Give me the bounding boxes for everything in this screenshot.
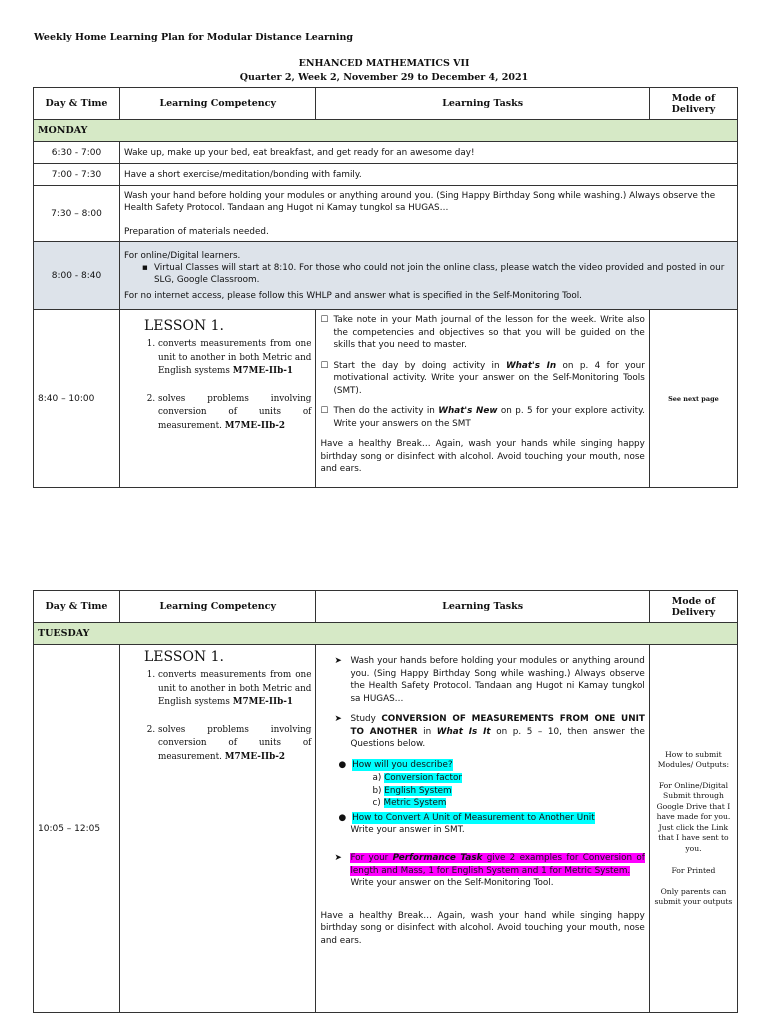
col-tasks: Learning Tasks xyxy=(316,591,649,623)
sub-item: a) Conversion factor xyxy=(372,773,462,783)
bullet-item xyxy=(142,262,733,286)
lesson-row xyxy=(34,310,738,488)
day-row-monday xyxy=(34,120,738,142)
checkbox-icon: ☐ xyxy=(320,406,329,416)
bullet-icon: ● xyxy=(338,812,347,823)
day-label: MONDAY xyxy=(34,120,738,142)
time-cell: 10:05 – 12:05 xyxy=(34,645,120,1013)
sub-item: c) Metric System xyxy=(372,798,447,808)
task-item: ➤ Wash your hands before holding your modules or anything around you. (Sing Happy Birthday Song while washing.) Always observe the Health Safety Protocol. Tandaan ang Hugot ni Kamay tungkol sa HUGAS… xyxy=(334,656,645,704)
arrow-bullet-icon: ➤ xyxy=(334,853,342,863)
time-cell: 7:30 – 8:00 xyxy=(34,186,120,242)
task-item: ☐ Then do the activity in What's New on p. 5 for your explore activity. Write your answers on the SMT xyxy=(320,406,645,429)
table-row xyxy=(34,186,738,242)
checkbox-icon: ☐ xyxy=(320,315,329,325)
competency-code: M7ME-IIb-1 xyxy=(232,697,293,707)
sub-item: b) English System xyxy=(372,785,452,796)
competency-item: 1. converts measurements from one unit to another in both Metric and English systems M7ME-IIb-1 xyxy=(158,669,311,710)
activity-cell: Wake up, make up your bed, eat breakfast, and get ready for an awesome day! xyxy=(120,142,738,164)
competency-item: 1. converts measurements from one unit to another in both Metric and English systems M7ME-IIb-1 xyxy=(158,338,311,379)
checkbox-icon: ☐ xyxy=(320,360,329,371)
monday-table xyxy=(33,87,738,488)
question-item: ● How to Convert A Unit of Measurement to Another Unit xyxy=(338,812,595,823)
task-item: ➤ For your Performance Task give 2 examples for Conversion of length and Mass, 1 for English System and 1 for Metric System. Write your answer on the Self-Monitoring Tool. xyxy=(334,853,645,888)
mode-cell: See next page xyxy=(649,310,737,488)
time-cell: 6:30 - 7:00 xyxy=(34,142,120,164)
task-item: ➤ Study CONVERSION OF MEASUREMENTS FROM ONE UNIT TO ANOTHER in What Is It on p. 5 – 10, then answer the Questions below. xyxy=(334,714,645,749)
activity-text: Wash your hand before holding your modules or anything around you. (Sing Happy Birthday Song while washing.) Always observe the Health Safety Protocol. Tandaan ang Hugot ni Kamay tungkol sa HUGAS… xyxy=(124,190,716,213)
task-item: ☐ Take note in your Math journal of the lesson for the week. Write also the competencies and objectives so that you will be guided on the skills that you need to master. xyxy=(320,315,645,350)
table-row xyxy=(34,242,738,310)
question-note: Write your answer in SMT. xyxy=(350,825,465,835)
col-tasks: Learning Tasks xyxy=(316,88,649,120)
col-day-time: Day & Time xyxy=(34,591,120,623)
activity-text: For online/Digital learners. xyxy=(124,250,241,261)
bullet-icon: ● xyxy=(338,759,347,770)
mode-text: For Online/Digital Submit through Google Drive that I have made for you. Just click the Link that I have sent to you. xyxy=(656,780,731,853)
arrow-bullet-icon: ➤ xyxy=(334,714,342,724)
header-row xyxy=(34,88,738,120)
col-mode: Mode of Delivery xyxy=(649,88,737,120)
task-item: ☐ Start the day by doing activity in What's In on p. 4 for your motivational activity. Write your answer on the Self-Monitoring Tools (SMT). xyxy=(320,360,645,396)
tasks-cell xyxy=(316,645,649,1013)
competency-cell xyxy=(120,645,316,1013)
time-cell: 7:00 - 7:30 xyxy=(34,164,120,186)
break-note: Have a healthy Break… Again, wash your hand while singing happy birthday song or disinfect with alcohol. Avoid touching your mouth, nose and ears. xyxy=(320,910,645,946)
competency-code: M7ME-IIb-1 xyxy=(232,366,293,376)
task-note: Write your answer on the Self-Monitoring Tool. xyxy=(350,878,554,888)
competency-item: 2. solves problems involving conversion of units of measurement. M7ME-IIb-2 xyxy=(158,724,311,765)
competency-list xyxy=(124,338,311,433)
table-row xyxy=(34,142,738,164)
competency-cell xyxy=(120,310,316,488)
activity-cell: Have a short exercise/meditation/bonding with family. xyxy=(120,164,738,186)
competency-item: 2. solves problems involving conversion of units of measurement. M7ME-IIb-2 xyxy=(158,393,311,434)
col-day-time: Day & Time xyxy=(34,88,120,120)
subject-title: ENHANCED MATHEMATICS VII xyxy=(298,58,470,69)
document-title: Weekly Home Learning Plan for Modular Distance Learning xyxy=(34,32,354,43)
bullet-icon: ▪ xyxy=(142,262,148,273)
day-label: TUESDAY xyxy=(34,623,738,645)
col-competency: Learning Competency xyxy=(120,88,316,120)
activity-cell xyxy=(120,242,738,310)
break-note: Have a healthy Break… Again, wash your hands while singing happy birthday song or disinfect with alcohol. Avoid touching your mouth, nose and ears. xyxy=(320,439,645,474)
col-competency: Learning Competency xyxy=(120,591,316,623)
arrow-bullet-icon: ➤ xyxy=(334,656,342,666)
time-cell: 8:40 – 10:00 xyxy=(34,310,120,488)
competency-code: M7ME-IIb-2 xyxy=(224,420,286,431)
sub-list xyxy=(372,772,644,810)
day-row-tuesday xyxy=(34,623,738,645)
mode-text: How to submit Modules/ Outputs: xyxy=(657,749,730,769)
quarter-title: Quarter 2, Week 2, November 29 to December 4, 2021 xyxy=(239,72,529,83)
mode-cell xyxy=(649,645,737,1013)
tuesday-table xyxy=(33,590,738,1013)
activity-text: For no internet access, please follow this WHLP and answer what is specified in the Self-Monitoring Tool. xyxy=(124,290,582,301)
question-item: ● How will you describe? xyxy=(338,759,453,770)
bullet-text: Virtual Classes will start at 8:10. For those who could not join the online class, please watch the video provided and posted in our SLG, Google Classroom. xyxy=(153,262,725,285)
lesson-row xyxy=(34,645,738,1013)
mode-text: For Printed xyxy=(671,866,716,875)
lesson-title: LESSON 1. xyxy=(144,318,224,334)
competency-list xyxy=(124,669,311,764)
lesson-title: LESSON 1. xyxy=(144,649,224,665)
header-row xyxy=(34,591,738,623)
col-mode: Mode of Delivery xyxy=(649,591,737,623)
mode-text: Only parents can submit your outputs xyxy=(654,886,733,906)
competency-code: M7ME-IIb-2 xyxy=(224,751,286,762)
activity-cell xyxy=(120,186,738,242)
activity-text: Preparation of materials needed. xyxy=(124,226,269,237)
time-cell: 8:00 - 8:40 xyxy=(34,242,120,310)
table-row xyxy=(34,164,738,186)
tasks-cell xyxy=(316,310,649,488)
